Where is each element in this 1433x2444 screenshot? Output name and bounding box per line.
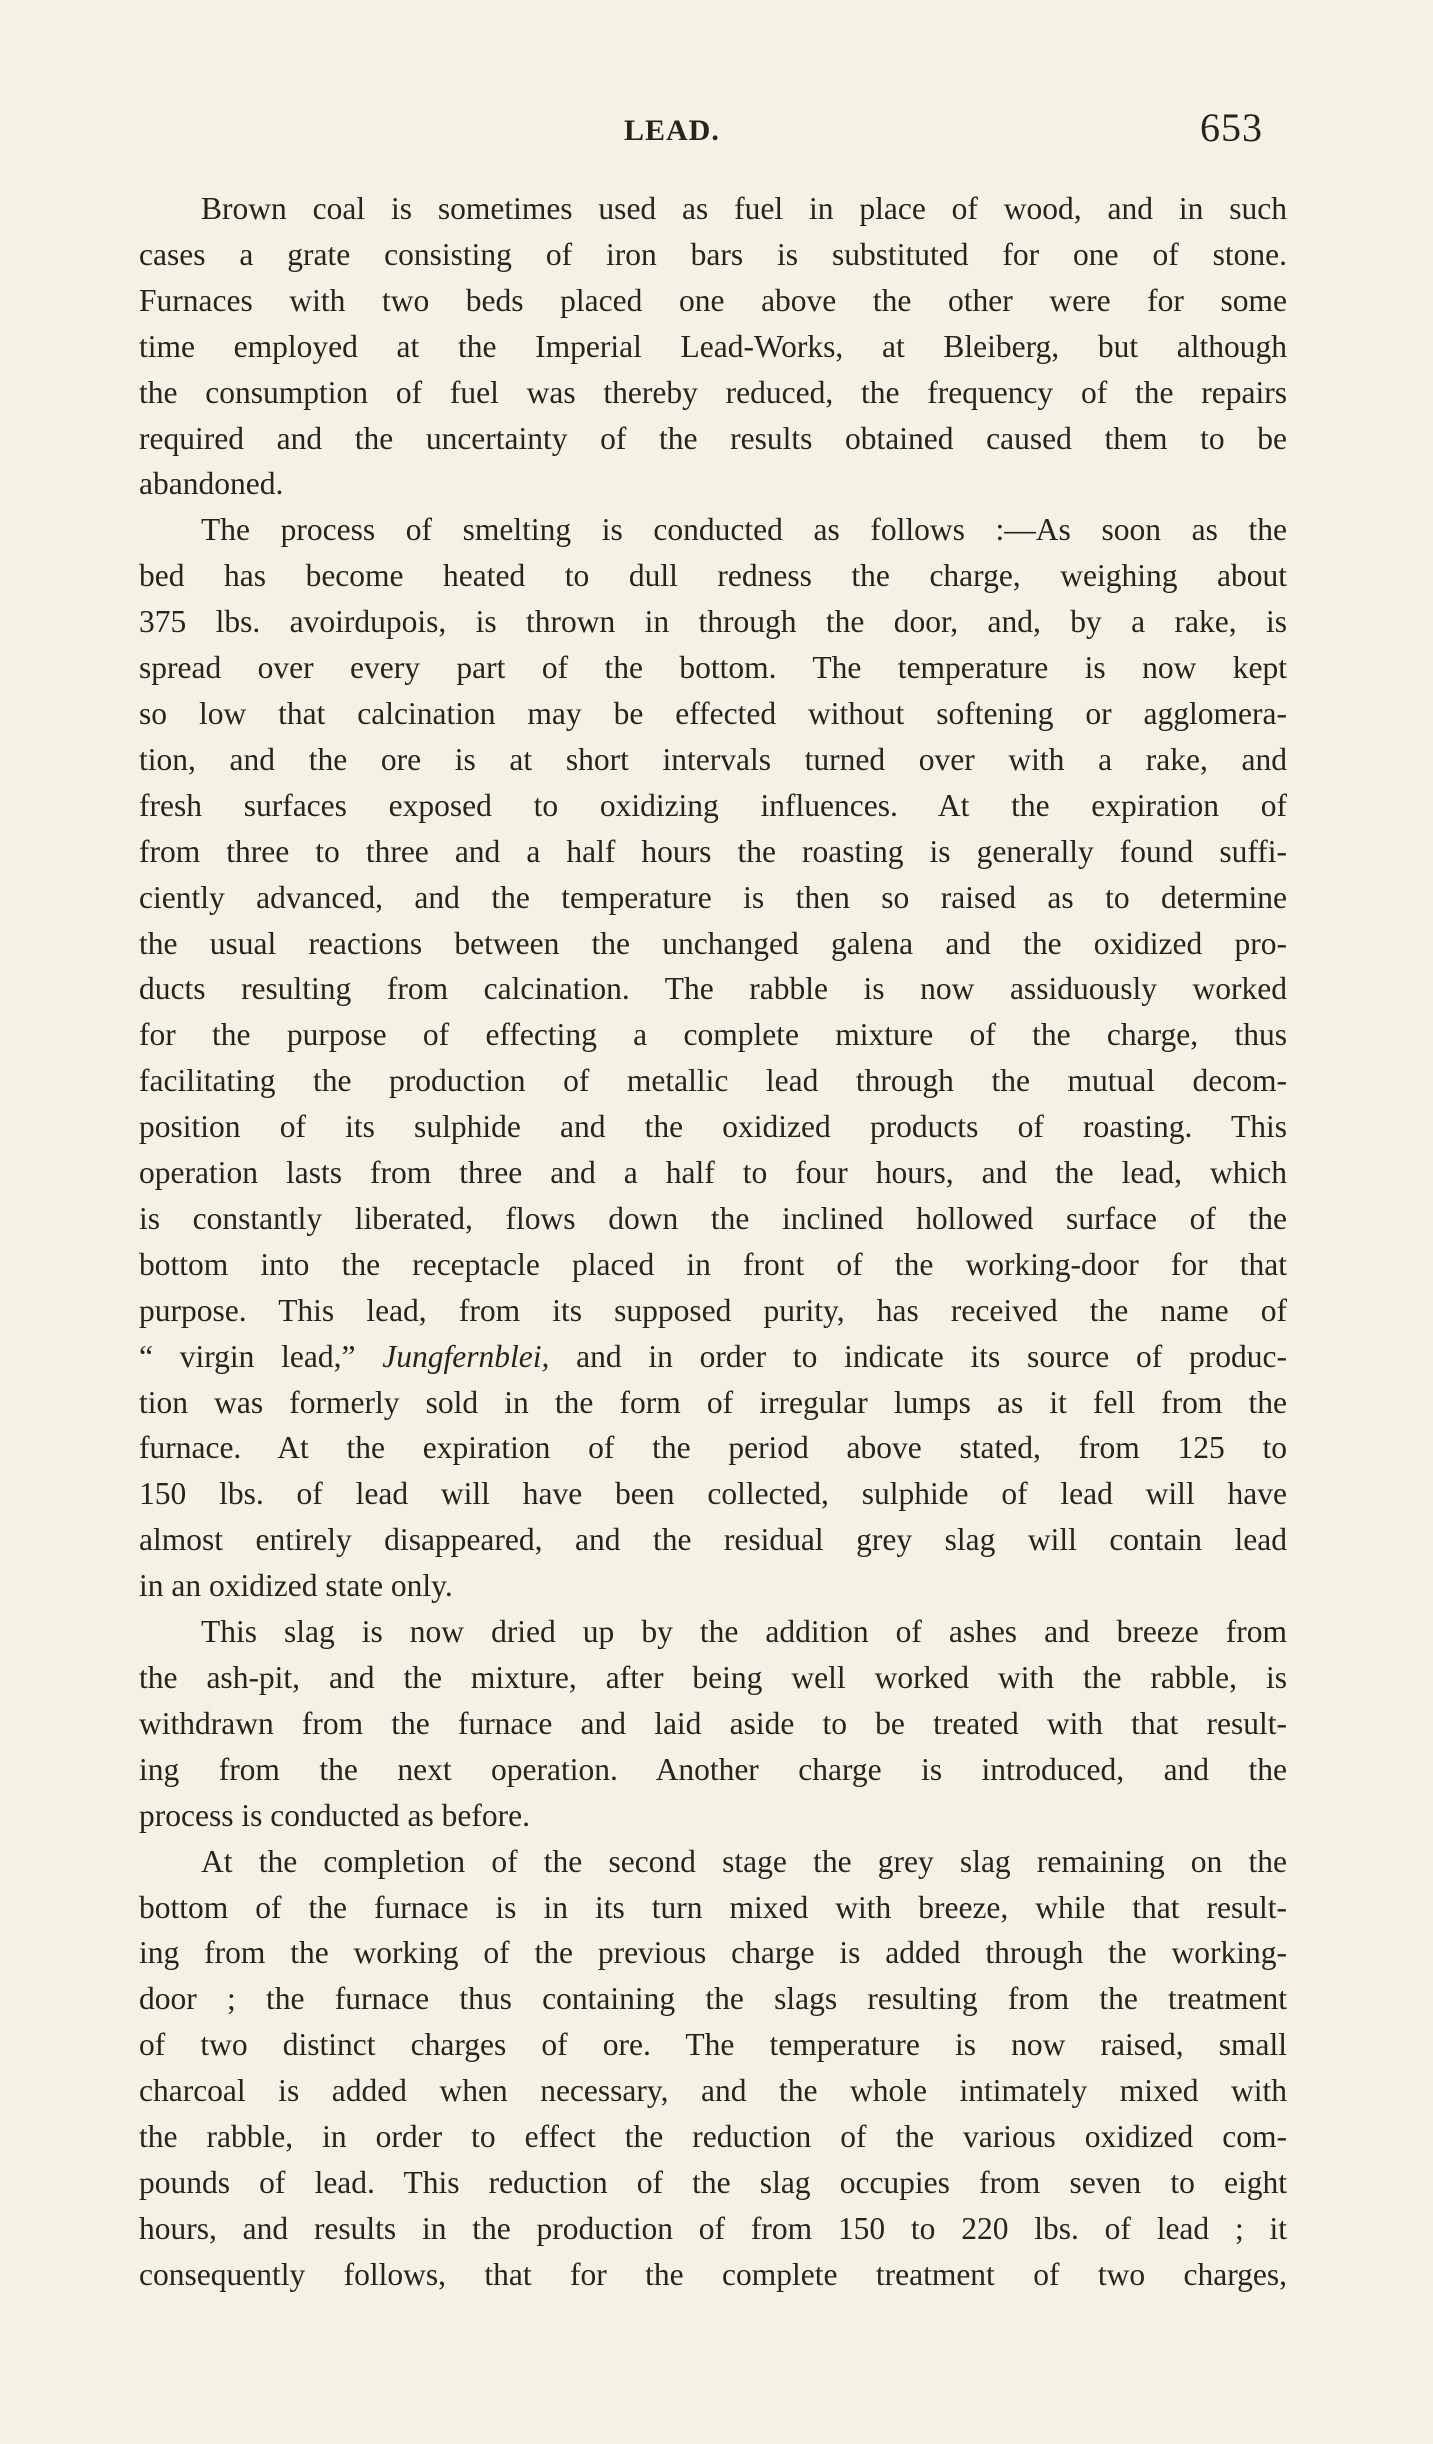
text-line: Furnaces with two beds placed one above the other were for some <box>139 282 1287 318</box>
text-line: process is conducted as before. <box>139 1797 530 1833</box>
text-line: tion was formerly sold in the form of irregular lumps as it fell from the <box>139 1384 1287 1420</box>
text-line: ing from the working of the previous charge is added through the working- <box>139 1935 1287 1971</box>
text-line: cases a grate consisting of iron bars is substituted for one of stone. <box>139 236 1287 272</box>
paragraph <box>77 186 1287 507</box>
text-line: tion, and the ore is at short intervals turned over with a rake, and <box>139 741 1287 777</box>
text-line: ciently advanced, and the temperature is then so raised as to determine <box>139 879 1287 915</box>
text-line: so low that calcination may be effected without softening or agglomera- <box>139 695 1287 731</box>
text-line: the consumption of fuel was thereby reduced, the frequency of the repairs <box>139 374 1287 410</box>
text-line: The process of smelting is conducted as follows :—As soon as the <box>201 512 1287 548</box>
running-header <box>0 105 1433 158</box>
text-line: operation lasts from three and a half to four hours, and the lead, which <box>139 1155 1287 1191</box>
text-line: charcoal is added when necessary, and the whole intimately mixed with <box>139 2073 1287 2109</box>
text-line: spread over every part of the bottom. The temperature is now kept <box>139 650 1287 686</box>
text-line: furnace. At the expiration of the period above stated, from 125 to <box>139 1430 1287 1466</box>
text-line: is constantly liberated, flows down the inclined hollowed surface of the <box>139 1200 1287 1236</box>
body-text <box>77 186 1287 2298</box>
text-line: bottom of the furnace is in its turn mixed with breeze, while that result- <box>139 1889 1287 1925</box>
running-title: LEAD. <box>624 114 720 147</box>
text-line: At the completion of the second stage the grey slag remaining on the <box>201 1843 1287 1879</box>
text-line: facilitating the production of metallic lead through the mutual decom- <box>139 1063 1287 1099</box>
text-line: ing from the next operation. Another charge is introduced, and the <box>139 1751 1287 1787</box>
text-line: withdrawn from the furnace and laid aside to be treated with that result- <box>139 1705 1287 1741</box>
text-line: the usual reactions between the unchanged galena and the oxidized pro- <box>139 925 1287 961</box>
italic-term: Jungfernblei, <box>382 1338 550 1374</box>
text-line: time employed at the Imperial Lead-Works, at Bleiberg, but although <box>139 328 1287 364</box>
text-segment: and in order to indicate its source of produc- <box>549 1338 1287 1374</box>
paragraph <box>77 507 1287 1609</box>
text-line: 150 lbs. of lead will have been collected, sulphide of lead will have <box>139 1476 1287 1512</box>
text-line: hours, and results in the production of from 150 to 220 lbs. of lead ; it <box>139 2210 1287 2246</box>
text-line: bottom into the receptacle placed in front of the working-door for that <box>139 1246 1287 1282</box>
text-line: consequently follows, that for the complete treatment of two charges, <box>139 2256 1287 2292</box>
paragraph <box>77 1609 1287 1839</box>
text-line: abandoned. <box>139 466 284 502</box>
text-line: the ash-pit, and the mixture, after being well worked with the rabble, is <box>139 1660 1287 1695</box>
text-line: from three to three and a half hours the roasting is generally found suffi- <box>139 833 1287 869</box>
text-line: required and the uncertainty of the results obtained caused them to be <box>139 420 1287 456</box>
text-line: Brown coal is sometimes used as fuel in place of wood, and in such <box>201 191 1287 226</box>
text-line: door ; the furnace thus containing the slags resulting from the treatment <box>139 1981 1287 2017</box>
text-line-with-italic <box>77 1334 1287 1380</box>
page-number: 653 <box>1200 105 1263 150</box>
text-segment: “ virgin lead,” <box>139 1338 383 1374</box>
text-line: purpose. This lead, from its supposed purity, has received the name of <box>139 1292 1287 1328</box>
text-line: bed has become heated to dull redness the charge, weighing about <box>139 558 1287 594</box>
text-line: position of its sulphide and the oxidized products of roasting. This <box>139 1109 1287 1145</box>
text-line: the rabble, in order to effect the reduction of the various oxidized com- <box>139 2119 1287 2155</box>
text-line: This slag is now dried up by the addition of ashes and breeze from <box>201 1614 1287 1650</box>
text-line: for the purpose of effecting a complete mixture of the charge, thus <box>139 1017 1287 1053</box>
text-line: 375 lbs. avoirdupois, is thrown in through the door, and, by a rake, is <box>139 604 1287 640</box>
text-line: almost entirely disappeared, and the residual grey slag will contain lead <box>139 1522 1287 1558</box>
text-line: of two distinct charges of ore. The temperature is now raised, small <box>139 2027 1287 2063</box>
paragraph <box>77 1839 1287 2298</box>
text-line: fresh surfaces exposed to oxidizing influences. At the expiration of <box>139 787 1287 823</box>
text-line: pounds of lead. This reduction of the slag occupies from seven to eight <box>139 2164 1287 2200</box>
text-line: ducts resulting from calcination. The rabble is now assiduously worked <box>139 971 1287 1007</box>
text-line: in an oxidized state only. <box>139 1568 453 1604</box>
